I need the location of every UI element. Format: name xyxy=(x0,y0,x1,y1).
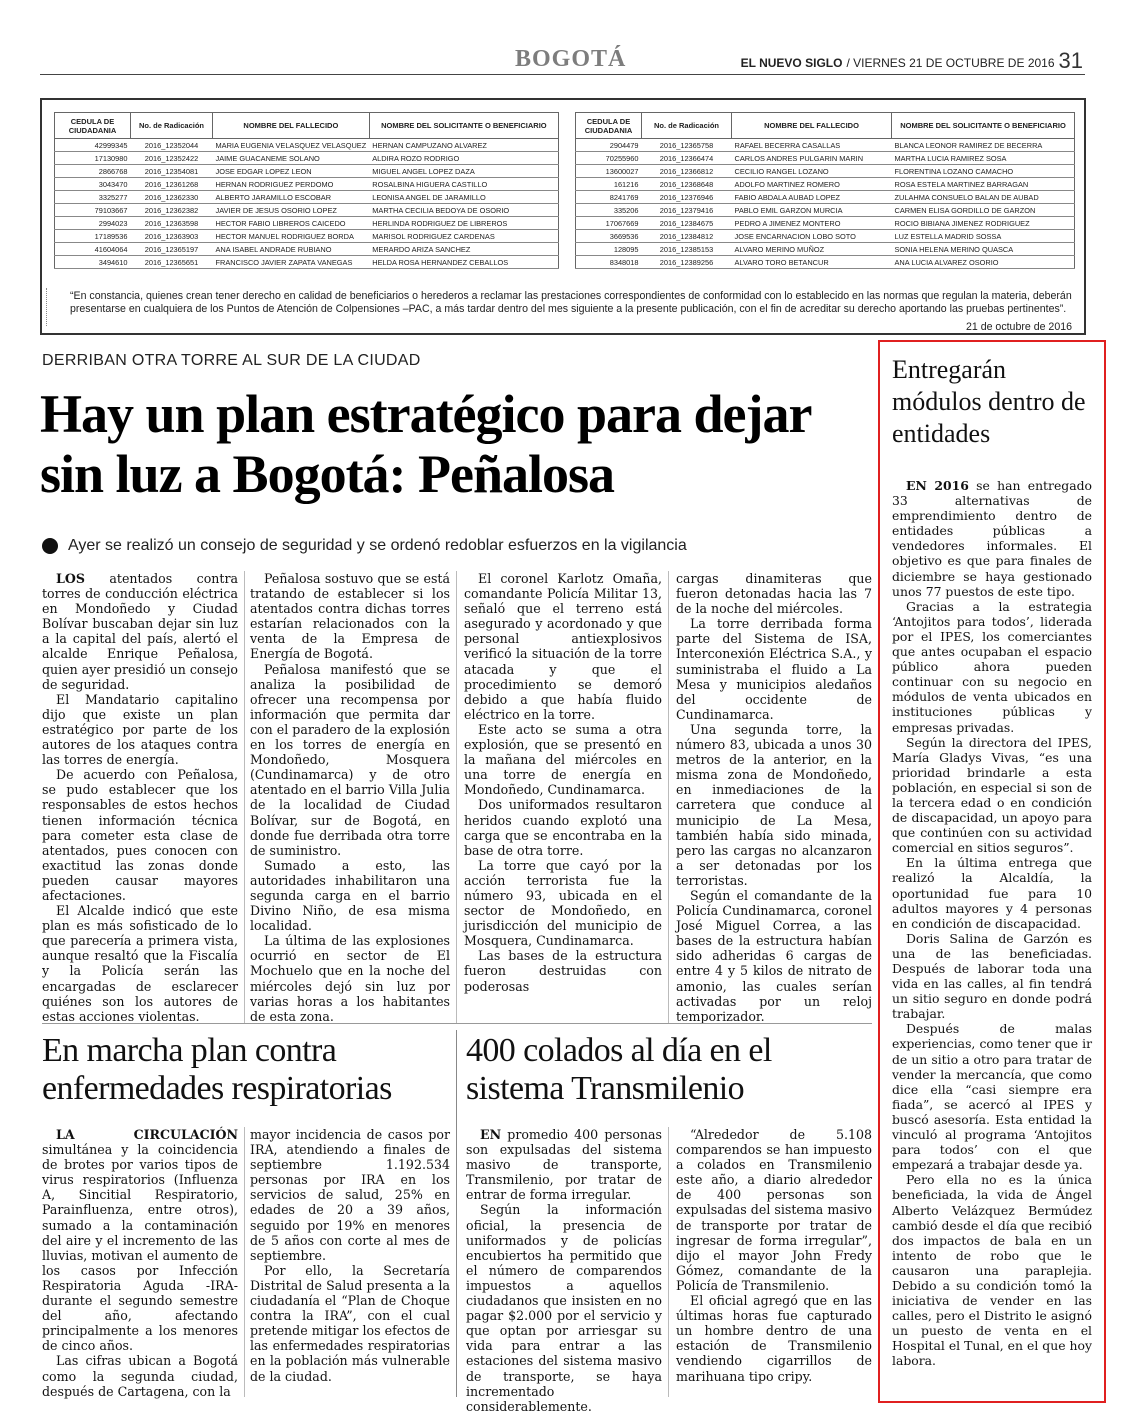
table-cell: CARMEN ELISA GORDILLO DE GARZON xyxy=(892,204,1075,217)
col-header-radicacion: No. de Radicación xyxy=(131,113,213,139)
table-cell: ALDIRA ROZO RODRIGO xyxy=(369,152,558,165)
column-divider xyxy=(456,571,457,1023)
table-cell: 42999345 xyxy=(55,139,131,152)
table-cell: PEDRO A JIMENEZ MONTERO xyxy=(732,217,892,230)
transmilenio-column-2 xyxy=(676,1127,872,1384)
paragraph: Dos uniformados resultaron heridos cuando explotó una carga que se encontraba en la base de otra torre. xyxy=(464,797,662,858)
table-row xyxy=(55,139,559,152)
table-cell: FRANCISCO JAVIER ZAPATA VANEGAS xyxy=(213,256,370,269)
notice-table-left xyxy=(54,112,559,269)
table-row xyxy=(55,204,559,217)
section-rule xyxy=(42,1023,872,1024)
col-header-cedula: CEDULA DE CIUDADANIA xyxy=(576,113,642,139)
column-divider xyxy=(244,1127,245,1397)
lead-word: EN xyxy=(480,1127,502,1142)
col-header-fallecido: NOMBRE DEL FALLECIDO xyxy=(213,113,370,139)
paragraph: Las bases de la estructura fueron destruidas con poderosas xyxy=(464,948,662,994)
table-row xyxy=(55,152,559,165)
table-cell: 8241769 xyxy=(576,191,642,204)
respiratory-column-1 xyxy=(42,1127,238,1399)
paragraph: La torre que cayó por la acción terrorista fue la número 93, ubicada en el sector de Mondoñedo, en jurisdicción del municipio de Mosquera, Cundinamarca. xyxy=(464,857,662,949)
paragraph: Después de malas experiencias, como tener que ir de un sitio a otro para tratar de vender la mercancía, que como dice ella “casi siempre era fiada”, se acercó al IPES y buscó asesoría. Esta entidad la vinculó al programa ‘Antojitos para todos’ con el que empezará a trabajar desde ya. xyxy=(892,1021,1092,1173)
table-cell: 2904479 xyxy=(576,139,642,152)
table-cell: 2016_12365197 xyxy=(131,243,213,256)
respiratory-column-2 xyxy=(250,1127,450,1384)
paragraph: simultánea y la coincidencia de brotes por varios tipos de virus respiratorios (Influenza A, Sincitial Respiratorio, Parainfluenza, entre otros), sumado a la contaminación del aire y el incremento de las lluvias, motivan el aumento de los casos por Infección Respiratoria Aguda -IRA- durante el segundo semestre del año, afectando principalmente a los menores de cinco años. xyxy=(42,1142,238,1354)
table-cell: 128095 xyxy=(576,243,642,256)
table-cell: 2016_12365758 xyxy=(642,139,732,152)
table-cell: ALBERTO JARAMILLO ESCOBAR xyxy=(213,191,370,204)
sidebar-story xyxy=(878,340,1106,1403)
table-cell: JAIME GUACANEME SOLANO xyxy=(213,152,370,165)
paragraph: “Alrededor de 5.108 comparendos se han impuesto a colados en Transmilenio este año, a diario alrededor de 400 personas son expulsadas del sistema masivo de transporte por tratar de ingresar de forma irregular”, dijo el mayor John Fredy Gómez, comandante de la Policía de Transmilenio. xyxy=(676,1127,872,1293)
header-rule xyxy=(40,74,1085,75)
table-cell: 13600027 xyxy=(576,165,642,178)
table-row xyxy=(576,178,1075,191)
table-cell: 2016_12379416 xyxy=(642,204,732,217)
table-cell: JOSE EDGAR LOPEZ LEON xyxy=(213,165,370,178)
table-cell: RAFAEL BECERRA CASALLAS xyxy=(732,139,892,152)
main-column-1 xyxy=(42,571,238,1024)
table-cell: MARIA EUGENIA VELASQUEZ VELASQUEZ xyxy=(213,139,370,152)
table-cell: ANA ISABEL ANDRADE RUBIANO xyxy=(213,243,370,256)
table-cell: JAVIER DE JESUS OSORIO LOPEZ xyxy=(213,204,370,217)
table-cell: ROSALBINA HIGUERA CASTILLO xyxy=(369,178,558,191)
table-cell: ADOLFO MARTINEZ ROMERO xyxy=(732,178,892,191)
table-row xyxy=(55,243,559,256)
newspaper-name: EL NUEVO SIGLO xyxy=(740,56,843,70)
table-cell: 2016_12365651 xyxy=(131,256,213,269)
table-cell: 17067669 xyxy=(576,217,642,230)
table-cell: 3325277 xyxy=(55,191,131,204)
col-header-solicitante: NOMBRE DEL SOLICITANTE O BENEFICIARIO xyxy=(369,113,558,139)
table-row xyxy=(55,191,559,204)
paragraph: El Mandatario capitalino dijo que existe un plan estratégico por parte de los autores de los ataques contra las torres de energía. xyxy=(42,691,238,768)
table-row xyxy=(576,217,1075,230)
table-cell: 2016_12363903 xyxy=(131,230,213,243)
paragraph: Peñalosa sostuvo que se está tratando de establecer si los atentados contra dichas torres estarían relacionados con la venta de la Empresa de Energía de Bogotá. xyxy=(250,571,450,662)
paragraph: atentados contra torres de conducción eléctrica en Mondoñedo y Ciudad Bolívar buscaban dejar sin luz a la capital del país, alertó el alcalde Enrique Peñalosa, quien ayer presidió un consejo de seguridad. xyxy=(42,571,238,692)
table-row xyxy=(55,178,559,191)
col-header-radicacion: No. de Radicación xyxy=(642,113,732,139)
table-cell: FLORENTINA LOZANO CAMACHO xyxy=(892,165,1075,178)
table-row xyxy=(576,204,1075,217)
paragraph: promedio 400 personas son expulsadas del sistema masivo de transporte, Transmilenio, por tratar de entrar de forma irregular. xyxy=(466,1127,662,1203)
table-cell: HECTOR FABIO LIBREROS CAICEDO xyxy=(213,217,370,230)
main-headline: Hay un plan estratégico para dejar sin luz a Bogotá: Peñalosa xyxy=(40,384,811,504)
paragraph: El oficial agregó que en las últimas horas fue capturado un hombre dentro de una estación de Transmilenio vendiendo cigarrillos de marihuana tipo cripy. xyxy=(676,1293,872,1384)
paragraph: Una segunda torre, la número 83, ubicada a unos 30 metros de la anterior, en la misma zona de Mondoñedo, en inmediaciones de la carretera que conduce al municipio de La Mesa, también había sido minada, pero las cargas no alcanzaron a ser detonadas por los terroristas. xyxy=(676,721,872,888)
table-cell: 2016_12362330 xyxy=(131,191,213,204)
paragraph: Por ello, la Secretaría Distrital de Salud presenta a la ciudadanía el “Plan de Choque contra la IRA”, con el cual pretende mitigar los efectos de las enfermedades respiratorias en la población más vulnerable de la ciudad. xyxy=(250,1262,450,1384)
table-cell: 41604064 xyxy=(55,243,131,256)
main-column-3 xyxy=(464,571,662,994)
table-cell: 8348018 xyxy=(576,256,642,269)
table-cell: 2016_12389256 xyxy=(642,256,732,269)
col-header-solicitante: NOMBRE DEL SOLICITANTE O BENEFICIARIO xyxy=(892,113,1075,139)
paragraph: En la última entrega que realizó la Alcaldía, la oportunidad fue para 10 adultos mayores y 4 personas en condición de discapacidad. xyxy=(892,855,1092,931)
table-row xyxy=(55,230,559,243)
paragraph: cargas dinamiteras que fueron detonadas hacia las 7 de la noche del miércoles. xyxy=(676,571,872,617)
paragraph: El coronel Karlotz Omaña, comandante Policía Militar 13, señaló que el terreno está asegurado y acordonado y que personal antiexplosivos verificó la situación de la torre atacada y que el procedimiento se demoró debido a que había fluido eléctrico en la torre. xyxy=(464,571,662,722)
sidebar-body xyxy=(892,478,1092,1369)
table-cell: 2016_12366812 xyxy=(642,165,732,178)
table-cell: 335206 xyxy=(576,204,642,217)
paragraph: El Alcalde indicó que este plan es más sofisticado de lo que parecería a primera vista, aunque resaltó que la Fiscalía y la Policía serán las encargadas de esclarecer quiénes son los autores de estas acciones violentas. xyxy=(42,903,238,1024)
story-divider xyxy=(456,1030,457,1397)
table-row xyxy=(576,191,1075,204)
col-header-cedula: CEDULA DE CIUDADANIA xyxy=(55,113,131,139)
paragraph: Según el comandante de la Policía Cundinamarca, coronel José Miguel Correa, a las bases de la estructura habían sido adheridas 6 cargas de entre 4 y 5 kilos de nitrato de amonio, las cuales serían activadas por un reloj temporizador. xyxy=(676,887,872,1024)
table-cell: HERNAN RODRIGUEZ PERDOMO xyxy=(213,178,370,191)
lead-word: LOS xyxy=(56,571,85,586)
table-cell: 70255960 xyxy=(576,152,642,165)
table-row xyxy=(576,243,1075,256)
table-cell: BLANCA LEONOR RAMIREZ DE BECERRA xyxy=(892,139,1075,152)
subhead-text: Ayer se realizó un consejo de seguridad y se ordenó redoblar esfuerzos en la vigilancia xyxy=(68,537,687,554)
table-cell: ALVARO TORO BETANCUR xyxy=(732,256,892,269)
table-cell: 2016_12384675 xyxy=(642,217,732,230)
paragraph: Pero ella no es la única beneficiada, la vida de Ángel Alberto Velázquez Bermúdez cambió desde el día que recibió dos impactos de bala en un intento de robo que le causaron una paraplejia. Debido a su condición tomó la iniciativa de vender en las calles, pero el Distrito le asignó un puesto de venta en el Hospital el Tunal, en el que hoy labora. xyxy=(892,1172,1092,1369)
table-cell: MIGUEL ANGEL LOPEZ DAZA xyxy=(369,165,558,178)
table-cell: MARTHA CECILIA BEDOYA DE OSORIO xyxy=(369,204,558,217)
paragraph: Peñalosa manifestó que se analiza la posibilidad de ofrecer una recompensa por información que permita dar con el paradero de la explosión en los torres de energía en Mondoñedo, Mosquera (Cundinamarca) y de otro atentado en el barrio Villa Julia de la localidad de Ciudad Bolívar, sur de Bogotá, en donde fue derribada otra torre de suministro. xyxy=(250,661,450,858)
table-cell: 2016_12354081 xyxy=(131,165,213,178)
table-cell: HELDA ROSA HERNANDEZ CEBALLOS xyxy=(369,256,558,269)
paragraph: mayor incidencia de casos por IRA, atendiendo a finales de septiembre 1.192.534 personas por IRA en los servicios de salud, 25% en edades de 20 a 39 años, seguido por 19% en menores de 5 años con corte al mes de septiembre. xyxy=(250,1127,450,1263)
notice-date: 21 de octubre de 2016 xyxy=(965,321,1072,333)
table-cell: ZULAHMA CONSUELO BALAN DE AUBAD xyxy=(892,191,1075,204)
table-row xyxy=(55,165,559,178)
table-cell: MARISOL RODRIGUEZ CARDENAS xyxy=(369,230,558,243)
table-cell: 17189536 xyxy=(55,230,131,243)
table-cell: 161216 xyxy=(576,178,642,191)
main-kicker: DERRIBAN OTRA TORRE AL SUR DE LA CIUDAD xyxy=(42,352,421,369)
notice-text: “En constancia, quienes crean tener derecho en calidad de beneficiarios o herederos a reclamar las prestaciones correspondientes de conformidad con lo establecido en las normas que regulan la materia, deberán presentarse en cualquiera de los Puntos de Atención de Colpensiones –PAC, a más tardar dentro del mes siguiente a la presente publicación, con el fin de acreditar su derecho aportando las pruebas pertinentes”. xyxy=(70,290,1072,315)
table-cell: 2994023 xyxy=(55,217,131,230)
table-cell: 2016_12368648 xyxy=(642,178,732,191)
table-row xyxy=(576,165,1075,178)
column-divider xyxy=(244,571,245,1023)
table-cell: HECTOR MANUEL RODRIGUEZ BORDA xyxy=(213,230,370,243)
table-cell: CARLOS ANDRES PULGARIN MARIN xyxy=(732,152,892,165)
column-divider xyxy=(668,1127,669,1397)
page-number: 31 xyxy=(1058,48,1083,73)
table-cell: MARTHA LUCIA RAMIREZ SOSA xyxy=(892,152,1075,165)
table-cell: LUZ ESTELLA MADRID SOSSA xyxy=(892,230,1075,243)
notice-side-mark xyxy=(46,288,50,326)
table-cell: 2866768 xyxy=(55,165,131,178)
table-row xyxy=(576,256,1075,269)
transmilenio-headline: 400 colados al día en el sistema Transmilenio xyxy=(466,1032,772,1107)
table-row xyxy=(576,230,1075,243)
column-divider xyxy=(668,571,669,1023)
table-cell: 2016_12385153 xyxy=(642,243,732,256)
table-cell: LEONISA ANGEL DE JARAMILLO xyxy=(369,191,558,204)
main-subhead xyxy=(42,537,687,555)
table-row xyxy=(576,139,1075,152)
lead-word: EN 2016 xyxy=(906,478,969,493)
col-header-fallecido: NOMBRE DEL FALLECIDO xyxy=(732,113,892,139)
paragraph: se han entregado 33 alternativas de emprendimiento dentro de entidades públicas a vendedores informales. El objetivo es que para finales de diciembre se haya gestionado unos 77 puestos de este tipo. xyxy=(892,478,1092,599)
table-cell: ROSA ESTELA MARTINEZ BARRAGAN xyxy=(892,178,1075,191)
paragraph: Las cifras ubican a Bogotá como la segunda ciudad, después de Cartagena, con la xyxy=(42,1353,238,1399)
page-header-info xyxy=(740,48,1083,73)
table-cell: HERLINDA RODRIGUEZ DE LIBREROS xyxy=(369,217,558,230)
table-cell: FABIO ABDALA AUBAD LOPEZ xyxy=(732,191,892,204)
table-cell: 2016_12352422 xyxy=(131,152,213,165)
paragraph: Este acto se suma a otra explosión, que se presentó en la mañana del miércoles en una torre de energía en Mondoñedo, Cundinamarca. xyxy=(464,721,662,798)
section-title: BOGOTÁ xyxy=(515,46,627,72)
table-cell: CECILIO RANGEL LOZANO xyxy=(732,165,892,178)
table-cell: 2016_12361268 xyxy=(131,178,213,191)
paragraph: Doris Salina de Garzón es una de las beneficiadas. Después de laborar toda una vida en las calles, al fin tendrá un sitio seguro en donde podrá trabajar. xyxy=(892,930,1092,1022)
paragraph: Según la información oficial, la presencia de uniformados y de policías encubiertos ha permitido que el número de comparendos impuestos a aquellos ciudadanos que insisten en no pagar $2.000 por el servicio y que optan por arriesgar su vida para entrar a las estaciones del sistema masivo de transporte, se haya incrementado considerablemente. xyxy=(466,1202,662,1414)
table-cell: ANA LUCIA ALVAREZ OSORIO xyxy=(892,256,1075,269)
table-row xyxy=(576,152,1075,165)
table-cell: 2016_12384812 xyxy=(642,230,732,243)
paragraph: Sumado a esto, las autoridades inhabilitaron una segunda carga en el barrio Divino Niño, de esa misma localidad. xyxy=(250,857,450,934)
paragraph: Gracias a la estrategia ‘Antojitos para todos’, liderada por el IPES, los comerciantes que antes ocupaban el espacio público ahora pueden continuar con su negocio en módulos de venta ubicados en instituciones públicas y empresas privadas. xyxy=(892,598,1092,735)
table-cell: 79103667 xyxy=(55,204,131,217)
table-cell: 3494610 xyxy=(55,256,131,269)
table-cell: MERARDO ARIZA SANCHEZ xyxy=(369,243,558,256)
lead-word: LA CIRCULACIÓN xyxy=(56,1127,238,1142)
respiratory-headline: En marcha plan contra enfermedades respiratorias xyxy=(42,1032,392,1107)
table-cell: ALVARO MERINO MUÑOZ xyxy=(732,243,892,256)
table-cell: 17130980 xyxy=(55,152,131,165)
table-cell: JOSE ENCARNACION LOBO SOTO xyxy=(732,230,892,243)
sidebar-headline: Entregarán módulos dentro de entidades xyxy=(892,355,1086,448)
paragraph: Según la directora del IPES, María Gladys Vivas, “es una prioridad brindarle a esta población, en especial si son de la tercera edad o en condición de discapacidad, un apoyo para que continúen con su actividad comercial en sitios seguros”. xyxy=(892,734,1092,856)
table-cell: PABLO EMIL GARZON MURCIA xyxy=(732,204,892,217)
table-cell: 3043470 xyxy=(55,178,131,191)
bullet-icon xyxy=(42,538,58,554)
table-cell: 2016_12366474 xyxy=(642,152,732,165)
main-column-2 xyxy=(250,571,450,1024)
paragraph: De acuerdo con Peñalosa, se pudo establecer que los responsables de estos hechos tienen información técnica para cometer esta clase de atentados, pues conocen con exactitud las zonas donde pueden causar mayores afectaciones. xyxy=(42,767,238,903)
table-row xyxy=(55,217,559,230)
table-cell: 2016_12363598 xyxy=(131,217,213,230)
colpensiones-notice xyxy=(40,98,1086,335)
table-cell: SONIA HELENA MERINO QUASCA xyxy=(892,243,1075,256)
paragraph: La torre derribada forma parte del Sistema de ISA, Interconexión Eléctrica S.A., y suministraba el fluido a La Mesa y municipios aledaños del occidente de Cundinamarca. xyxy=(676,616,872,722)
paragraph: La última de las explosiones ocurrió en sector de El Mochuelo que en la noche del miércoles dejó sin luz por varias horas a los habitantes de esta zona. xyxy=(250,933,450,1024)
table-row xyxy=(55,256,559,269)
dateline: / VIERNES 21 DE OCTUBRE DE 2016 xyxy=(846,56,1055,70)
transmilenio-column-1 xyxy=(466,1127,662,1414)
table-cell: ROCIO BIBIANA JIMENEZ RODRIGUEZ xyxy=(892,217,1075,230)
main-column-4 xyxy=(676,571,872,1024)
table-cell: HERNAN CAMPUZANO ALVAREZ xyxy=(369,139,558,152)
notice-table-right xyxy=(575,112,1075,269)
table-cell: 2016_12352044 xyxy=(131,139,213,152)
table-cell: 2016_12376946 xyxy=(642,191,732,204)
table-cell: 2016_12362382 xyxy=(131,204,213,217)
table-cell: 3669536 xyxy=(576,230,642,243)
